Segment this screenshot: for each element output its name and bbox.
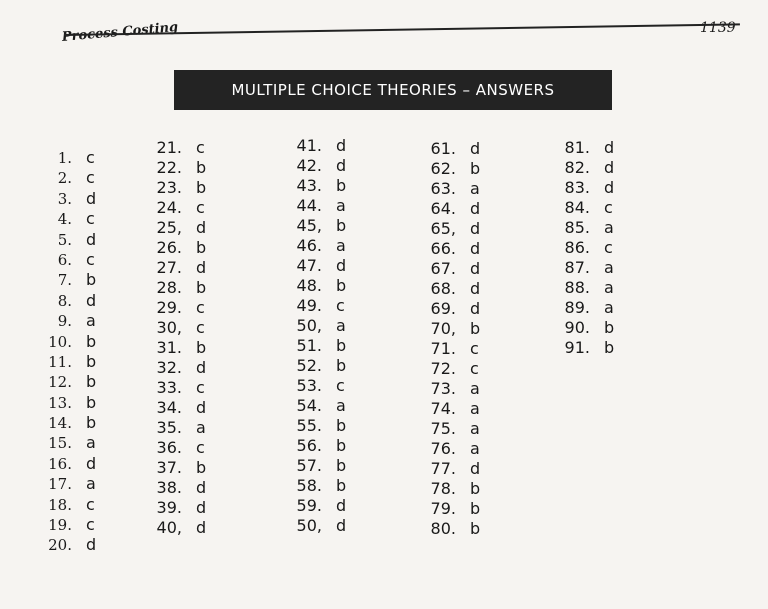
answer-letter: b [336,216,347,235]
question-number: 65, [430,219,456,238]
answer-letter: c [86,494,95,514]
answer-letter: d [470,459,481,478]
running-head: Process Costing [61,19,179,45]
question-number: 2. [57,169,72,188]
question-number: 15. [48,434,72,453]
answer-row [280,356,346,376]
question-number: 56. [296,436,322,455]
answer-row [140,418,206,438]
question-number: 34. [156,398,182,417]
question-number: 29. [156,298,182,317]
answer-letter: a [336,396,346,415]
question-number: 54. [296,396,322,415]
answer-row [20,413,96,433]
answer-letter: d [196,258,207,277]
question-number: 70, [430,319,456,338]
answer-row [140,298,206,318]
answer-row [20,474,96,494]
question-number: 13. [48,393,72,412]
answer-letter: d [336,156,347,175]
answer-row [140,458,206,478]
answer-letter: b [470,479,481,498]
question-number: 59. [296,496,322,515]
question-number: 1. [57,149,72,167]
answer-row [414,459,480,479]
answer-row [20,433,96,453]
answer-letter: d [196,398,207,417]
question-number: 89. [564,298,590,317]
question-number: 9. [57,312,72,331]
answer-row [414,299,480,319]
answer-letter: d [604,158,615,177]
question-number: 90. [564,318,590,337]
question-number: 82. [564,158,590,177]
answer-row [140,318,206,338]
answer-letter: d [196,478,207,497]
answer-letter: a [336,236,346,255]
question-number: 63. [430,179,456,198]
answer-letter: b [336,336,347,355]
question-number: 6. [57,250,72,269]
answer-row [280,436,346,456]
answer-row [414,419,480,439]
answer-row [20,372,96,392]
question-number: 11. [48,352,72,371]
answer-row [280,176,346,196]
answer-row [414,239,480,259]
answer-row [280,476,346,496]
question-number: 27. [156,258,182,277]
answer-letter: d [604,178,615,197]
question-number: 14. [48,414,72,433]
question-number: 76. [430,439,456,458]
question-number: 16. [48,454,72,473]
question-number: 36. [156,438,182,457]
question-number: 41. [296,136,322,155]
question-number: 91. [564,338,590,357]
answer-row [20,270,96,290]
question-number: 48. [296,276,322,295]
answer-row [140,238,206,258]
answer-letter: a [604,278,614,297]
answer-row [548,238,614,258]
answer-row [548,298,614,318]
answer-letter: a [604,258,614,277]
answer-letter: c [196,138,205,157]
answer-row [140,478,206,498]
answer-letter: b [196,158,207,177]
answer-letter: b [196,458,207,477]
answer-row [140,278,206,298]
answer-row [414,439,480,459]
answer-column-1 [20,148,96,556]
question-number: 22. [156,158,182,177]
answer-letter: c [196,298,205,317]
question-number: 4. [57,210,72,229]
question-number: 88. [564,278,590,297]
answer-row [414,259,480,279]
answer-row [140,198,206,218]
answer-row [414,499,480,519]
answer-letter: b [604,318,615,337]
answer-letter: c [604,238,613,257]
answer-letter: c [470,359,479,378]
answer-row [414,319,480,339]
answer-letter: b [336,436,347,455]
answer-letter: b [336,476,347,495]
question-number: 10. [48,332,72,351]
answer-letter: b [86,331,97,351]
answer-row [20,332,96,352]
question-number: 49. [296,296,322,315]
question-number: 19. [48,516,72,535]
answer-letter: c [86,249,95,269]
question-number: 58. [296,476,322,495]
answer-row [414,139,480,159]
answer-letter: b [86,392,97,412]
answer-letter: d [470,199,481,218]
question-number: 67. [430,259,456,278]
answer-row [20,515,96,535]
answer-row [140,258,206,278]
answer-letter: c [336,376,345,395]
answer-letter: a [470,399,480,418]
answer-letter: b [336,276,347,295]
answer-row [140,498,206,518]
answer-letter: a [470,179,480,198]
answer-row [140,358,206,378]
question-number: 61. [430,139,456,158]
answer-row [280,216,346,236]
question-number: 78. [430,479,456,498]
answer-letter: b [336,176,347,195]
answer-letter: b [470,159,481,178]
question-number: 84. [564,198,590,217]
question-number: 7. [57,271,72,290]
answer-letter: c [86,515,95,535]
answer-letter: b [86,413,97,433]
answer-row [548,318,614,338]
answer-letter: d [86,229,97,249]
answer-letter: b [470,499,481,518]
question-number: 8. [57,291,72,310]
answer-row [140,338,206,358]
question-number: 23. [156,178,182,197]
question-number: 24. [156,198,182,217]
answer-letter: b [336,356,347,375]
answer-row [140,178,206,198]
answer-row [414,179,480,199]
answer-letter: c [86,209,95,229]
answer-letter: c [196,438,205,457]
answer-row [140,438,206,458]
answer-row [280,296,346,316]
answer-row [414,279,480,299]
answer-row [280,236,346,256]
answer-row [20,250,96,270]
question-number: 75. [430,419,456,438]
answer-letter: b [196,238,207,257]
answer-letter: a [336,316,346,335]
question-number: 18. [48,495,72,514]
question-number: 17. [48,475,72,494]
answer-row [140,398,206,418]
answer-letter: a [470,419,480,438]
answer-row [280,516,346,536]
answer-row [140,518,206,538]
page-number: 1139 [700,20,736,36]
answer-row [414,159,480,179]
question-number: 5. [57,230,72,249]
answer-letter: c [196,378,205,397]
question-number: 35. [156,418,182,437]
answer-letter: d [86,188,97,208]
answer-column-5 [548,138,614,358]
question-number: 66. [430,239,456,258]
answer-row [548,218,614,238]
answer-row [140,218,206,238]
question-number: 64. [430,199,456,218]
question-number: 87. [564,258,590,277]
answer-row [280,276,346,296]
answer-letter: d [470,279,481,298]
question-number: 28. [156,278,182,297]
answer-letter: d [196,518,207,537]
question-number: 77. [430,459,456,478]
question-number: 37. [156,458,182,477]
answer-letter: b [470,519,481,538]
answer-row [20,148,96,168]
answer-letter: d [336,136,347,155]
answer-row [280,396,346,416]
answer-letter: b [196,278,207,297]
answer-letter: d [470,239,481,258]
answer-row [414,479,480,499]
answer-letter: a [336,196,346,215]
answer-letter: b [336,456,347,475]
answer-row [140,138,206,158]
answer-row [20,291,96,311]
answer-letter: c [86,148,95,167]
question-number: 79. [430,499,456,518]
question-number: 69. [430,299,456,318]
answer-letter: b [86,372,97,392]
answer-row [280,336,346,356]
answer-letter: b [604,338,615,357]
answer-letter: d [336,516,347,535]
answer-column-2 [140,138,206,538]
answer-letter: a [470,439,480,458]
answer-row [548,158,614,178]
answer-row [548,138,614,158]
question-number: 20. [48,536,72,555]
question-number: 74. [430,399,456,418]
answer-letter: d [86,453,97,473]
answer-letter: a [86,311,96,331]
answer-letter: d [470,219,481,238]
question-number: 44. [296,196,322,215]
question-number: 21. [156,138,182,157]
answer-letter: a [196,418,206,437]
question-number: 52. [296,356,322,375]
answer-letter: c [196,198,205,217]
answer-row [20,311,96,331]
answer-letter: d [336,496,347,515]
answer-row [414,519,480,539]
question-number: 80. [430,519,456,538]
question-number: 68. [430,279,456,298]
answer-row [20,495,96,515]
question-number: 42. [296,156,322,175]
answer-row [548,278,614,298]
answer-row [280,316,346,336]
question-number: 47. [296,256,322,275]
question-number: 72. [430,359,456,378]
answer-row [414,399,480,419]
answer-row [20,393,96,413]
question-number: 55. [296,416,322,435]
answer-letter: d [196,498,207,517]
question-number: 39. [156,498,182,517]
section-title: MULTIPLE CHOICE THEORIES – ANSWERS [231,81,555,99]
question-number: 25, [156,218,182,237]
question-number: 71. [430,339,456,358]
answer-letter: d [470,139,481,158]
answer-letter: c [86,168,95,188]
answer-letter: a [86,433,96,453]
answer-row [280,456,346,476]
answer-row [548,338,614,358]
question-number: 12. [48,373,72,392]
answer-row [280,416,346,436]
answer-letter: b [196,178,207,197]
answer-letter: b [86,351,97,371]
answer-letter: b [470,319,481,338]
answer-letter: d [196,358,207,377]
answer-letter: d [470,299,481,318]
question-number: 81. [564,138,590,157]
answer-letter: c [470,339,479,358]
question-number: 86. [564,238,590,257]
question-number: 50, [296,316,322,335]
answer-letter: d [604,138,615,157]
answer-letter: b [196,338,207,357]
question-number: 38. [156,478,182,497]
answer-row [20,230,96,250]
section-title-banner [174,70,612,110]
answer-letter: a [604,218,614,237]
answer-row [20,454,96,474]
question-number: 40, [156,518,182,537]
question-number: 83. [564,178,590,197]
answer-letter: c [196,318,205,337]
answer-row [280,136,346,156]
answer-row [20,352,96,372]
answer-row [140,158,206,178]
answer-row [280,156,346,176]
question-number: 46. [296,236,322,255]
answer-letter: c [336,296,345,315]
answer-row [548,258,614,278]
answer-column-4 [414,139,480,539]
answer-row [20,189,96,209]
answer-letter: d [196,218,207,237]
answer-row [140,378,206,398]
answer-letter: d [86,535,97,555]
answer-letter: a [86,474,96,494]
answer-letter: d [470,259,481,278]
question-number: 53. [296,376,322,395]
question-number: 51. [296,336,322,355]
question-number: 30, [156,318,182,337]
answer-row [20,535,96,555]
answer-letter: c [604,198,613,217]
question-number: 31. [156,338,182,357]
question-number: 32. [156,358,182,377]
answer-letter: b [336,416,347,435]
answer-row [548,198,614,218]
answer-row [20,209,96,229]
answer-row [548,178,614,198]
answer-row [414,379,480,399]
answer-row [280,196,346,216]
answer-row [280,496,346,516]
question-number: 3. [57,189,72,208]
question-number: 73. [430,379,456,398]
answer-letter: d [86,290,97,310]
question-number: 62. [430,159,456,178]
answer-column-3 [280,136,346,536]
question-number: 33. [156,378,182,397]
question-number: 45, [296,216,322,235]
answer-letter: a [604,298,614,317]
answer-letter: d [336,256,347,275]
question-number: 26. [156,238,182,257]
answer-letter: a [470,379,480,398]
answer-row [20,168,96,188]
answer-row [280,256,346,276]
answer-row [414,359,480,379]
answer-letter: b [86,270,97,290]
answer-row [414,199,480,219]
question-number: 85. [564,218,590,237]
question-number: 43. [296,176,322,195]
answer-row [414,219,480,239]
answer-row [280,376,346,396]
question-number: 57. [296,456,322,475]
answer-row [414,339,480,359]
question-number: 50, [296,516,322,535]
